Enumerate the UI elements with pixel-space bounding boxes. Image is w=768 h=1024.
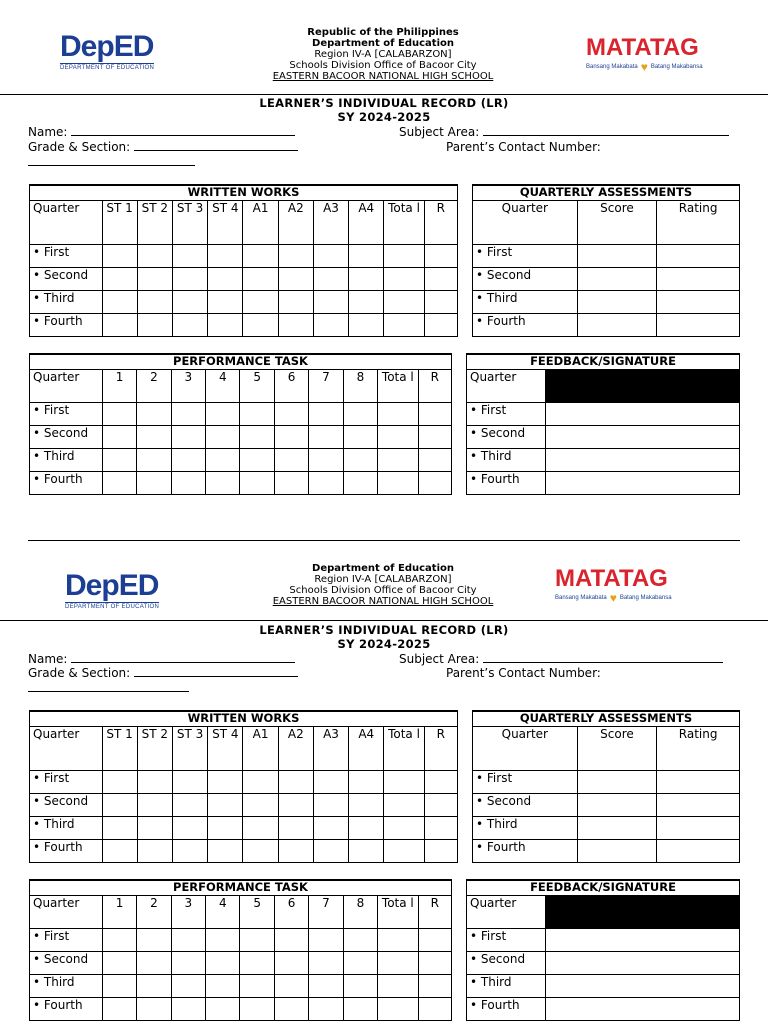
table-row: • Second bbox=[30, 793, 458, 816]
feedback-signature-title: FEEDBACK/SIGNATURE bbox=[467, 354, 740, 369]
name-field[interactable]: Name: bbox=[28, 125, 295, 139]
school-year: SY 2024-2025 bbox=[337, 110, 431, 124]
school-header: Republic of the Philippines Department of Education Region IV-A [CALABARZON] Schools Division Office of Bacoor City EASTERN BACOOR NATIONAL HIGH SCHOOL bbox=[272, 27, 494, 82]
feedback-signature-table: FEEDBACK/SIGNATURE Quarter • First • Second • Third • Fourth bbox=[466, 879, 740, 1021]
performance-task-table: PERFORMANCE TASK Quarter 1 2 3 4 5 6 7 8 Tota l R • First • Second • Third • Fourth bbox=[29, 353, 452, 495]
written-works-table: WRITTEN WORKS Quarter ST 1 ST 2 ST 3 ST 4 A1 A2 A3 A4 Tota l R • First • Second • Third • Fourth bbox=[29, 710, 458, 863]
name-field[interactable]: Name: bbox=[28, 652, 295, 666]
table-row: • First bbox=[467, 402, 740, 425]
heart-icon: ♥ bbox=[640, 60, 648, 74]
table-row: • First bbox=[473, 244, 740, 267]
parent-contact-line[interactable] bbox=[28, 681, 189, 695]
quarterly-assessments-table: QUARTERLY ASSESSMENTS Quarter Score Rating • First • Second • Third • Fourth bbox=[472, 184, 740, 337]
quarterly-assessments-title: QUARTERLY ASSESSMENTS bbox=[473, 711, 740, 726]
signature-header-block bbox=[545, 895, 739, 928]
deped-logo: DepED DEPARTMENT OF EDUCATION bbox=[65, 569, 160, 610]
table-row: • Third bbox=[30, 816, 458, 839]
table-row: • Second bbox=[473, 793, 740, 816]
table-row: • First bbox=[30, 244, 458, 267]
table-row: • Fourth bbox=[30, 839, 458, 862]
table-row: • Fourth bbox=[30, 313, 458, 336]
table-row: • Second bbox=[30, 425, 452, 448]
table-row: • Third bbox=[30, 290, 458, 313]
grade-section-field[interactable]: Grade & Section: bbox=[28, 140, 298, 154]
table-row: • Third bbox=[30, 448, 452, 471]
header-divider bbox=[0, 94, 768, 95]
record-title: LEARNER’S INDIVIDUAL RECORD (LR) bbox=[259, 623, 509, 637]
school-header: Department of Education Region IV-A [CALABARZON] Schools Division Office of Bacoor City EASTERN BACOOR NATIONAL HIGH SCHOOL bbox=[272, 563, 494, 607]
performance-task-table: PERFORMANCE TASK Quarter 1 2 3 4 5 6 7 8 Tota l R • First • Second • Third • Fourth bbox=[29, 879, 452, 1021]
table-row: • Fourth bbox=[467, 471, 740, 494]
table-row: • First bbox=[30, 928, 452, 951]
table-row: • Fourth bbox=[30, 471, 452, 494]
table-row: • First bbox=[473, 770, 740, 793]
heart-icon: ♥ bbox=[609, 591, 617, 605]
table-row: • First bbox=[467, 928, 740, 951]
signature-header-block bbox=[545, 369, 739, 402]
table-row: • Second bbox=[467, 425, 740, 448]
deped-logo: DepED DEPARTMENT OF EDUCATION bbox=[60, 30, 155, 71]
table-row: • Fourth bbox=[30, 997, 452, 1020]
table-row: • Second bbox=[30, 951, 452, 974]
written-works-title: WRITTEN WORKS bbox=[30, 711, 458, 726]
subject-area-field[interactable]: Subject Area: bbox=[399, 652, 723, 666]
table-row: • Second bbox=[467, 951, 740, 974]
matatag-logo: MATATAG Bansang Makabata ♥ Batang Makabansa bbox=[555, 565, 672, 605]
table-row: • Fourth bbox=[467, 997, 740, 1020]
parent-contact-field[interactable]: Parent’s Contact Number: bbox=[446, 666, 601, 680]
quarterly-assessments-table: QUARTERLY ASSESSMENTS Quarter Score Rating • First • Second • Third • Fourth bbox=[472, 710, 740, 863]
written-works-table: WRITTEN WORKS Quarter ST 1 ST 2 ST 3 ST 4 A1 A2 A3 A4 Tota l R • First • Second • Third • Fourth bbox=[29, 184, 458, 337]
table-row: • Third bbox=[473, 816, 740, 839]
performance-task-title: PERFORMANCE TASK bbox=[30, 354, 452, 369]
table-row: • Third bbox=[467, 974, 740, 997]
grade-section-field[interactable]: Grade & Section: bbox=[28, 666, 298, 680]
table-row: • First bbox=[30, 770, 458, 793]
record-title: LEARNER’S INDIVIDUAL RECORD (LR) bbox=[259, 96, 509, 110]
parent-contact-field[interactable]: Parent’s Contact Number: bbox=[446, 140, 601, 154]
table-row: • First bbox=[30, 402, 452, 425]
table-row: • Second bbox=[473, 267, 740, 290]
table-row: • Third bbox=[473, 290, 740, 313]
table-row: • Third bbox=[30, 974, 452, 997]
feedback-signature-title: FEEDBACK/SIGNATURE bbox=[467, 880, 740, 895]
cut-line bbox=[28, 540, 740, 541]
subject-area-field[interactable]: Subject Area: bbox=[399, 125, 729, 139]
matatag-logo: MATATAG Bansang Makabata ♥ Batang Makabansa bbox=[586, 34, 703, 74]
table-row: • Fourth bbox=[473, 839, 740, 862]
table-row: • Second bbox=[30, 267, 458, 290]
header-divider bbox=[0, 620, 768, 621]
quarterly-assessments-title: QUARTERLY ASSESSMENTS bbox=[473, 185, 740, 200]
table-row: • Fourth bbox=[473, 313, 740, 336]
feedback-signature-table: FEEDBACK/SIGNATURE Quarter • First • Second • Third • Fourth bbox=[466, 353, 740, 495]
table-row: • Third bbox=[467, 448, 740, 471]
parent-contact-line[interactable] bbox=[28, 155, 195, 169]
performance-task-title: PERFORMANCE TASK bbox=[30, 880, 452, 895]
school-year: SY 2024-2025 bbox=[337, 637, 431, 651]
written-works-title: WRITTEN WORKS bbox=[30, 185, 458, 200]
